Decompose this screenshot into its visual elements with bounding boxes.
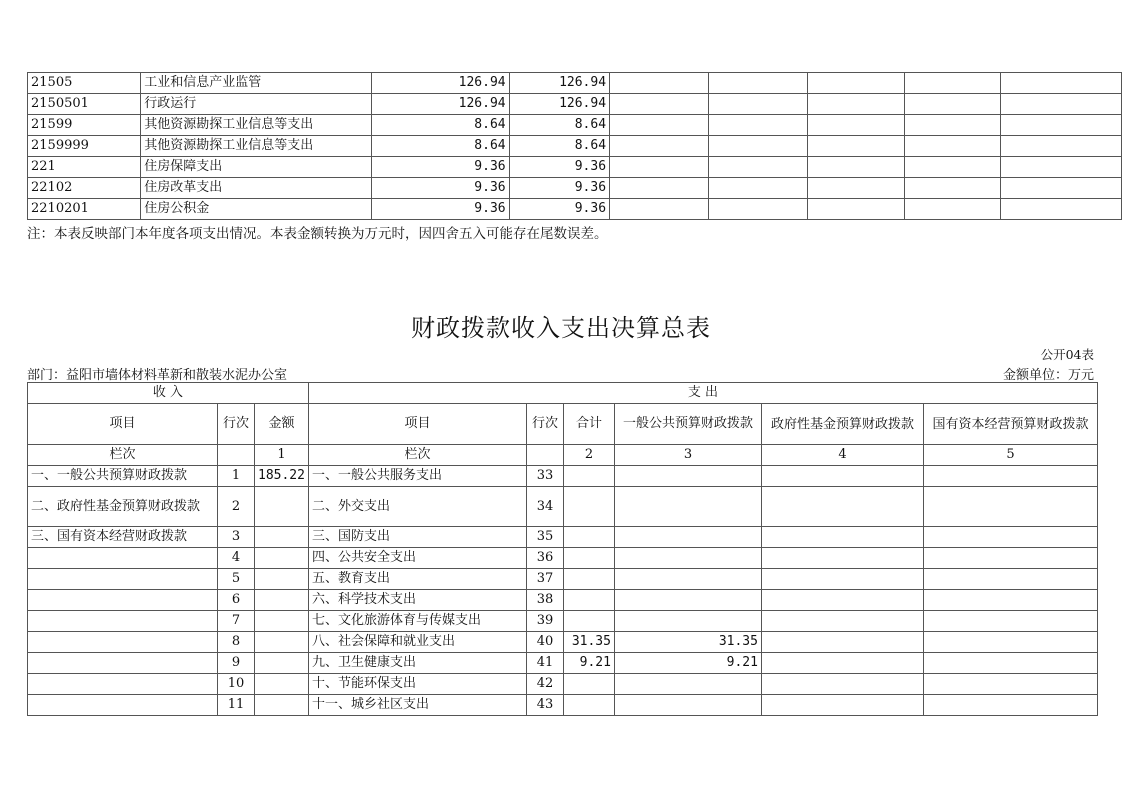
amount-basic-cell: 8.64 (509, 115, 609, 136)
expense-line-cell: 39 (526, 611, 563, 632)
empty-cell (709, 178, 808, 199)
expense-item-cell: 六、科学技术支出 (308, 590, 526, 611)
expense-state-cell (923, 590, 1097, 611)
expense-total-cell: 31.35 (563, 632, 614, 653)
amount-basic-cell: 9.36 (509, 199, 609, 220)
expense-state-cell (923, 632, 1097, 653)
table-row (28, 73, 1122, 94)
income-line-cell: 1 (218, 466, 255, 487)
empty-cell (905, 73, 1000, 94)
income-amount-cell (255, 527, 309, 548)
subject-code-cell: 2159999 (28, 136, 141, 157)
empty-cell (709, 157, 808, 178)
expense-total-cell (563, 487, 614, 527)
subject-name-cell: 住房公积金 (141, 199, 371, 220)
col-index-line-expense (526, 445, 563, 466)
expense-fund-cell (761, 548, 923, 569)
expense-item-cell: 四、公共安全支出 (308, 548, 526, 569)
col-index-state: 5 (923, 445, 1097, 466)
empty-cell (709, 73, 808, 94)
empty-cell (1000, 115, 1121, 136)
expense-line-cell: 43 (526, 695, 563, 716)
expense-state-cell (923, 487, 1097, 527)
amount-total-cell: 8.64 (371, 136, 509, 157)
expense-general-cell (614, 527, 761, 548)
expense-total-cell (563, 527, 614, 548)
expense-general-cell (614, 548, 761, 569)
expense-general-cell: 9.21 (614, 653, 761, 674)
expense-fund-cell (761, 569, 923, 590)
income-amount-cell (255, 487, 309, 527)
expense-item-cell: 一、一般公共服务支出 (308, 466, 526, 487)
col-header-line: 行次 (218, 404, 255, 445)
empty-cell (808, 199, 905, 220)
expense-fund-cell (761, 611, 923, 632)
income-item-cell (28, 611, 218, 632)
empty-cell (1000, 157, 1121, 178)
col-index-line (218, 445, 255, 466)
empty-cell (610, 73, 709, 94)
expense-state-cell (923, 695, 1097, 716)
income-line-cell: 6 (218, 590, 255, 611)
expense-line-cell: 35 (526, 527, 563, 548)
income-item-cell (28, 548, 218, 569)
col-header-total: 合计 (563, 404, 614, 445)
income-line-cell: 4 (218, 548, 255, 569)
amount-basic-cell: 8.64 (509, 136, 609, 157)
income-line-cell: 10 (218, 674, 255, 695)
empty-cell (808, 115, 905, 136)
expense-fund-cell (761, 590, 923, 611)
expense-general-cell (614, 590, 761, 611)
amount-basic-cell: 126.94 (509, 94, 609, 115)
table-number: 公开04表 (1040, 347, 1094, 362)
empty-cell (905, 115, 1000, 136)
amount-total-cell: 9.36 (371, 178, 509, 199)
empty-cell (709, 94, 808, 115)
table-row (28, 136, 1122, 157)
empty-cell (808, 178, 905, 199)
amount-total-cell: 9.36 (371, 199, 509, 220)
expense-fund-cell (761, 674, 923, 695)
income-expense-summary-table (27, 382, 1098, 716)
expense-general-cell (614, 466, 761, 487)
income-item-cell (28, 695, 218, 716)
empty-cell (1000, 136, 1121, 157)
table-row (28, 611, 1098, 632)
expense-fund-cell (761, 632, 923, 653)
table-row (28, 94, 1122, 115)
expense-item-cell: 九、卫生健康支出 (308, 653, 526, 674)
expense-state-cell (923, 548, 1097, 569)
expense-item-cell: 三、国防支出 (308, 527, 526, 548)
expense-total-cell: 9.21 (563, 653, 614, 674)
expense-item-cell: 五、教育支出 (308, 569, 526, 590)
income-amount-cell (255, 548, 309, 569)
subject-code-cell: 21505 (28, 73, 141, 94)
amount-total-cell: 126.94 (371, 94, 509, 115)
income-line-cell: 2 (218, 487, 255, 527)
col-header-item: 项目 (28, 404, 218, 445)
empty-cell (905, 136, 1000, 157)
expense-state-cell (923, 653, 1097, 674)
subject-name-cell: 行政运行 (141, 94, 371, 115)
col-header-general-budget: 一般公共预算财政拨款 (614, 404, 761, 445)
income-item-cell (28, 632, 218, 653)
col-index-fund: 4 (761, 445, 923, 466)
amount-unit-label: 金额单位：万元 (1002, 368, 1094, 383)
expense-header: 支 出 (308, 383, 1097, 404)
empty-cell (1000, 178, 1121, 199)
income-line-cell: 5 (218, 569, 255, 590)
expense-fund-cell (761, 466, 923, 487)
income-line-cell: 7 (218, 611, 255, 632)
expense-line-cell: 37 (526, 569, 563, 590)
col-header-line-expense: 行次 (526, 404, 563, 445)
expense-general-cell (614, 487, 761, 527)
table-row (28, 569, 1098, 590)
amount-total-cell: 126.94 (371, 73, 509, 94)
income-amount-cell (255, 569, 309, 590)
empty-cell (1000, 73, 1121, 94)
table-row (28, 548, 1098, 569)
col-index-label: 栏次 (28, 445, 218, 466)
expense-total-cell (563, 569, 614, 590)
empty-cell (610, 136, 709, 157)
income-amount-cell: 185.22 (255, 466, 309, 487)
subject-name-cell: 住房改革支出 (141, 178, 371, 199)
expense-line-cell: 38 (526, 590, 563, 611)
expense-line-cell: 42 (526, 674, 563, 695)
income-amount-cell (255, 611, 309, 632)
empty-cell (905, 94, 1000, 115)
expense-line-cell: 40 (526, 632, 563, 653)
income-amount-cell (255, 653, 309, 674)
expense-total-cell (563, 695, 614, 716)
subject-code-cell: 22102 (28, 178, 141, 199)
empty-cell (610, 178, 709, 199)
expense-item-cell: 八、社会保障和就业支出 (308, 632, 526, 653)
empty-cell (905, 178, 1000, 199)
income-amount-cell (255, 590, 309, 611)
income-amount-cell (255, 632, 309, 653)
expense-line-cell: 33 (526, 466, 563, 487)
expense-general-cell (614, 695, 761, 716)
col-header-state-capital: 国有资本经营预算财政拨款 (923, 404, 1097, 445)
expense-fund-cell (761, 487, 923, 527)
subject-code-cell: 2210201 (28, 199, 141, 220)
income-amount-cell (255, 695, 309, 716)
expense-total-cell (563, 466, 614, 487)
col-index-total: 2 (563, 445, 614, 466)
subject-name-cell: 其他资源勘探工业信息等支出 (141, 115, 371, 136)
table-row (28, 157, 1122, 178)
expense-fund-cell (761, 527, 923, 548)
expense-fund-cell (761, 695, 923, 716)
income-amount-cell (255, 674, 309, 695)
expense-item-cell: 十、节能环保支出 (308, 674, 526, 695)
empty-cell (808, 136, 905, 157)
table-row (28, 590, 1098, 611)
expenditure-detail-body (28, 73, 1122, 220)
amount-basic-cell: 126.94 (509, 73, 609, 94)
expense-item-cell: 十一、城乡社区支出 (308, 695, 526, 716)
col-header-item-expense: 项目 (308, 404, 526, 445)
subject-code-cell: 21599 (28, 115, 141, 136)
report-title: 财政拨款收入支出决算总表 (411, 314, 711, 342)
subject-name-cell: 工业和信息产业监管 (141, 73, 371, 94)
col-index-general: 3 (614, 445, 761, 466)
subject-code-cell: 2150501 (28, 94, 141, 115)
col-header-gov-fund: 政府性基金预算财政拨款 (761, 404, 923, 445)
income-line-cell: 9 (218, 653, 255, 674)
empty-cell (1000, 199, 1121, 220)
amount-basic-cell: 9.36 (509, 178, 609, 199)
expense-state-cell (923, 527, 1097, 548)
expense-general-cell (614, 674, 761, 695)
expense-item-cell: 七、文化旅游体育与传媒支出 (308, 611, 526, 632)
amount-basic-cell: 9.36 (509, 157, 609, 178)
income-item-cell (28, 674, 218, 695)
income-header: 收 入 (28, 383, 309, 404)
expense-state-cell (923, 674, 1097, 695)
expense-fund-cell (761, 653, 923, 674)
table-row (28, 527, 1098, 548)
expense-item-cell: 二、外交支出 (308, 487, 526, 527)
table-row (28, 115, 1122, 136)
table-row (28, 466, 1098, 487)
empty-cell (709, 199, 808, 220)
empty-cell (709, 136, 808, 157)
col-index-label-expense: 栏次 (308, 445, 526, 466)
empty-cell (610, 115, 709, 136)
income-item-cell: 三、国有资本经营财政拨款 (28, 527, 218, 548)
empty-cell (610, 157, 709, 178)
empty-cell (808, 73, 905, 94)
expense-state-cell (923, 569, 1097, 590)
subject-name-cell: 其他资源勘探工业信息等支出 (141, 136, 371, 157)
empty-cell (709, 115, 808, 136)
expense-total-cell (563, 674, 614, 695)
department-label: 部门：益阳市墙体材料革新和散装水泥办公室 (27, 368, 288, 383)
income-item-cell: 二、政府性基金预算财政拨款 (28, 487, 218, 527)
expenditure-detail-table (27, 72, 1122, 220)
income-item-cell (28, 653, 218, 674)
expense-total-cell (563, 548, 614, 569)
empty-cell (905, 157, 1000, 178)
subject-code-cell: 221 (28, 157, 141, 178)
expense-line-cell: 41 (526, 653, 563, 674)
income-line-cell: 3 (218, 527, 255, 548)
subject-name-cell: 住房保障支出 (141, 157, 371, 178)
empty-cell (1000, 94, 1121, 115)
empty-cell (905, 199, 1000, 220)
income-item-cell (28, 590, 218, 611)
income-line-cell: 8 (218, 632, 255, 653)
expense-general-cell: 31.35 (614, 632, 761, 653)
expense-total-cell (563, 590, 614, 611)
table-row (28, 178, 1122, 199)
empty-cell (808, 157, 905, 178)
expense-general-cell (614, 611, 761, 632)
expense-state-cell (923, 611, 1097, 632)
summary-table-body (28, 383, 1098, 716)
col-index-amount: 1 (255, 445, 309, 466)
table-row (28, 199, 1122, 220)
income-item-cell (28, 569, 218, 590)
expense-total-cell (563, 611, 614, 632)
table-row (28, 632, 1098, 653)
table-note: 注：本表反映部门本年度各项支出情况。本表金额转换为万元时，因四舍五入可能存在尾数误差。 (27, 226, 608, 242)
expense-state-cell (923, 466, 1097, 487)
expense-general-cell (614, 569, 761, 590)
empty-cell (610, 199, 709, 220)
expense-line-cell: 36 (526, 548, 563, 569)
income-line-cell: 11 (218, 695, 255, 716)
col-header-amount: 金额 (255, 404, 309, 445)
empty-cell (610, 94, 709, 115)
empty-cell (808, 94, 905, 115)
amount-total-cell: 9.36 (371, 157, 509, 178)
table-row (28, 487, 1098, 527)
table-row (28, 653, 1098, 674)
table-row (28, 674, 1098, 695)
amount-total-cell: 8.64 (371, 115, 509, 136)
expense-line-cell: 34 (526, 487, 563, 527)
income-item-cell: 一、一般公共预算财政拨款 (28, 466, 218, 487)
table-row (28, 695, 1098, 716)
